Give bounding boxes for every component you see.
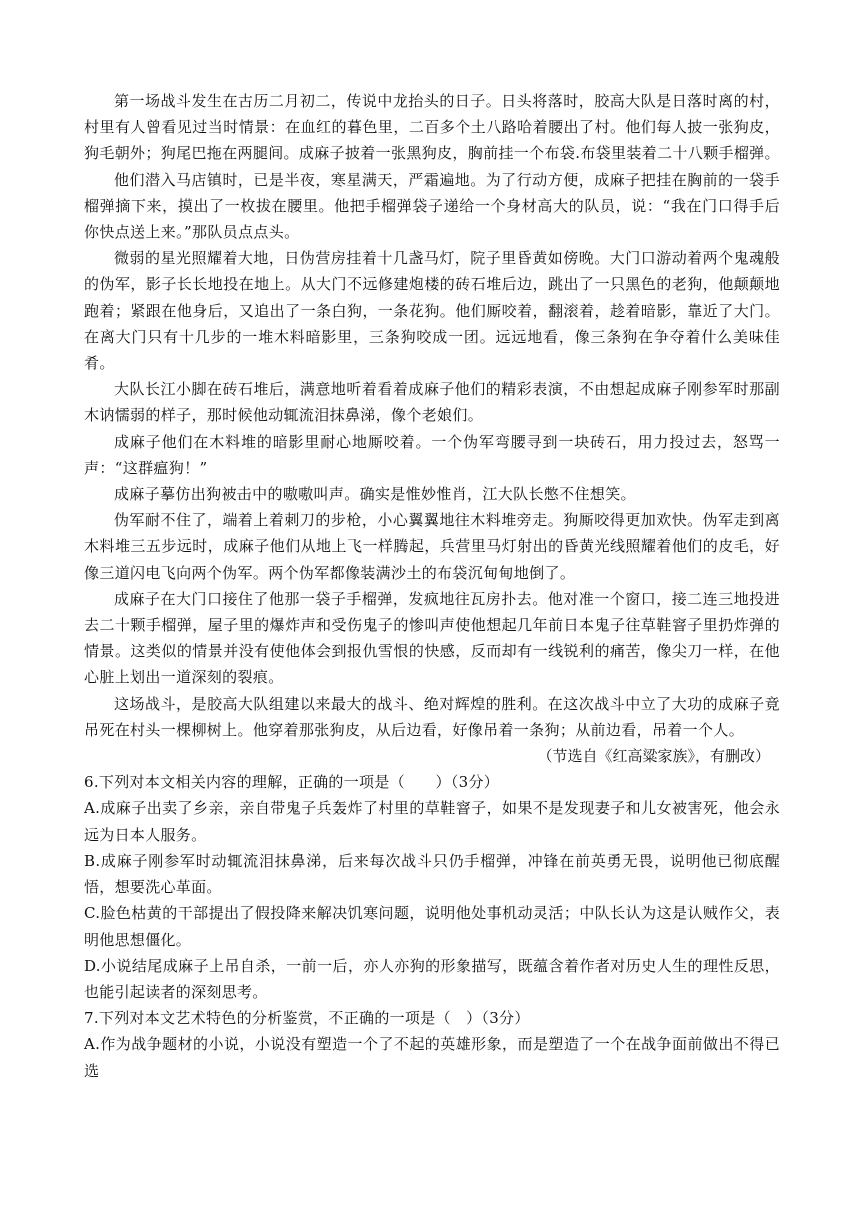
paragraph-7: 伪军耐不住了，端着上着刺刀的步枪，小心翼翼地往木料堆旁走。狗厮咬得更加欢快。伪军走到离木料堆三五步远时，成麻子他们从地上飞一样腾起，兵营里马灯射出的昏黄光线照耀着他们的皮毛，好像三道闪电飞向两个伪军。两个伪军都像装满沙土的布袋沉甸甸地倒了。 [84,511,780,582]
paragraph-5: 成麻子他们在木料堆的暗影里耐心地厮咬着。一个伪军弯腰寻到一块砖石，用力投过去，怒骂一声：“这群瘟狗！” [84,432,780,477]
paragraph-3: 微弱的星光照耀着大地，日伪营房挂着十几盏马灯，院子里昏黄如傍晚。大门口游动着两个鬼魂般的伪军，影子长长地投在地上。从大门不远修建炮楼的砖石堆后边，跳出了一只黑色的老狗，他颠颠地跑着；紧跟在他身后，又追出了一条白狗，一条花狗。他们厮咬着，翻滚着，趁着暗影，靠近了大门。在离大门只有十几步的一堆木料暗影里，三条狗咬成一团。远远地看，像三条狗在争夺着什么美味佳肴。 [84,249,780,373]
paragraph-4: 大队长江小脚在砖石堆后，满意地听着看着成麻子他们的精彩表演，不由想起成麻子刚参军时那副木讷懦弱的样子，那时候他动辄流泪抹鼻涕，像个老娘们。 [84,380,780,425]
question-6-option-b: B.成麻子刚参军时动辄流泪抹鼻涕，后来每次战斗只仍手榴弹，冲锋在前英勇无畏，说明他已彻底醒悟，想要洗心革面。 [84,851,780,897]
question-6-option-d: D.小说结尾成麻子上吊自杀，一前一后，亦人亦狗的形象描写，既蕴含着作者对历史人生的理性反思，也能引起读者的深刻思考。 [84,956,780,1001]
paragraph-1: 第一场战斗发生在古历二月初二，传说中龙抬头的日子。日头将落时，胶高大队是日落时离的村，村里有人曾看见过当时情景：在血红的暮色里，二百多个土八路哈着腰出了村。他们每人披一张狗皮，狗毛朝外；狗尾巴拖在两腿间。成麻子披着一张黑狗皮，胸前挂一个布袋.布袋里装着二十八颗手榴弹。 [84,92,780,163]
question-6-stem: 6.下列对本文相关内容的理解，正确的一项是（ ）（3分） [84,773,500,792]
question-6-option-c: C.脸色枯黄的干部提出了假投降来解决饥寒问题，说明他处事机动灵活；中队长认为这是认贼作父，表明他思想僵化。 [84,904,780,949]
question-6 [84,769,780,1005]
question-7-stem: 7.下列对本文艺术特色的分析鉴赏，不正确的一项是（ ）（3分） [84,1009,530,1028]
paragraph-9: 这场战斗，是胶高大队组建以来最大的战斗、绝对辉煌的胜利。在这次战斗中立了大功的成麻子竟吊死在村头一棵柳树上。他穿着那张狗皮，从后边看，好像吊着一条狗；从前边看，吊着一个人。 [84,694,780,739]
question-7 [84,1005,780,1084]
source-note: （节选自《红高粱家族》，有删改） [537,747,770,766]
question-7-option-a: A.作为战争题材的小说，小说没有塑造一个了不起的英雄形象，而是塑造了一个在战争面前做出不得已选 [84,1035,780,1080]
question-6-option-a: A.成麻子出卖了乡亲，亲自带鬼子兵轰炸了村里的草鞋窨子，如果不是发现妻子和儿女被害死，他会永远为日本人服务。 [84,799,780,844]
passage [84,88,780,1084]
paragraph-2: 他们潜入马店镇时，已是半夜，寒星满天，严霜遍地。为了行动方便，成麻子把挂在胸前的一袋手榴弹摘下来，摸出了一枚拔在腰里。他把手榴弹袋子递给一个身材高大的队员，说：“我在门口得手后你快点送上来。”那队员点点头。 [84,170,780,242]
paragraph-8: 成麻子在大门口接住了他那一袋子手榴弹，发疯地往瓦房扑去。他对准一个窗口，接二连三地投进去二十颗手榴弹，屋子里的爆炸声和受伤鬼子的惨叫声使他想起几年前日本鬼子往草鞋窨子里扔炸弹的情景。这类似的情景并没有使他体会到报仇雪恨的快感，反而却有一线锐利的痛苦，像尖刀一样，在他心脏上划出一道深刻的裂痕。 [84,589,780,687]
paragraph-6: 成麻子摹仿出狗被击中的嗷嗷叫声。确实是惟妙惟肖，江大队长憋不住想笑。 [114,485,636,504]
